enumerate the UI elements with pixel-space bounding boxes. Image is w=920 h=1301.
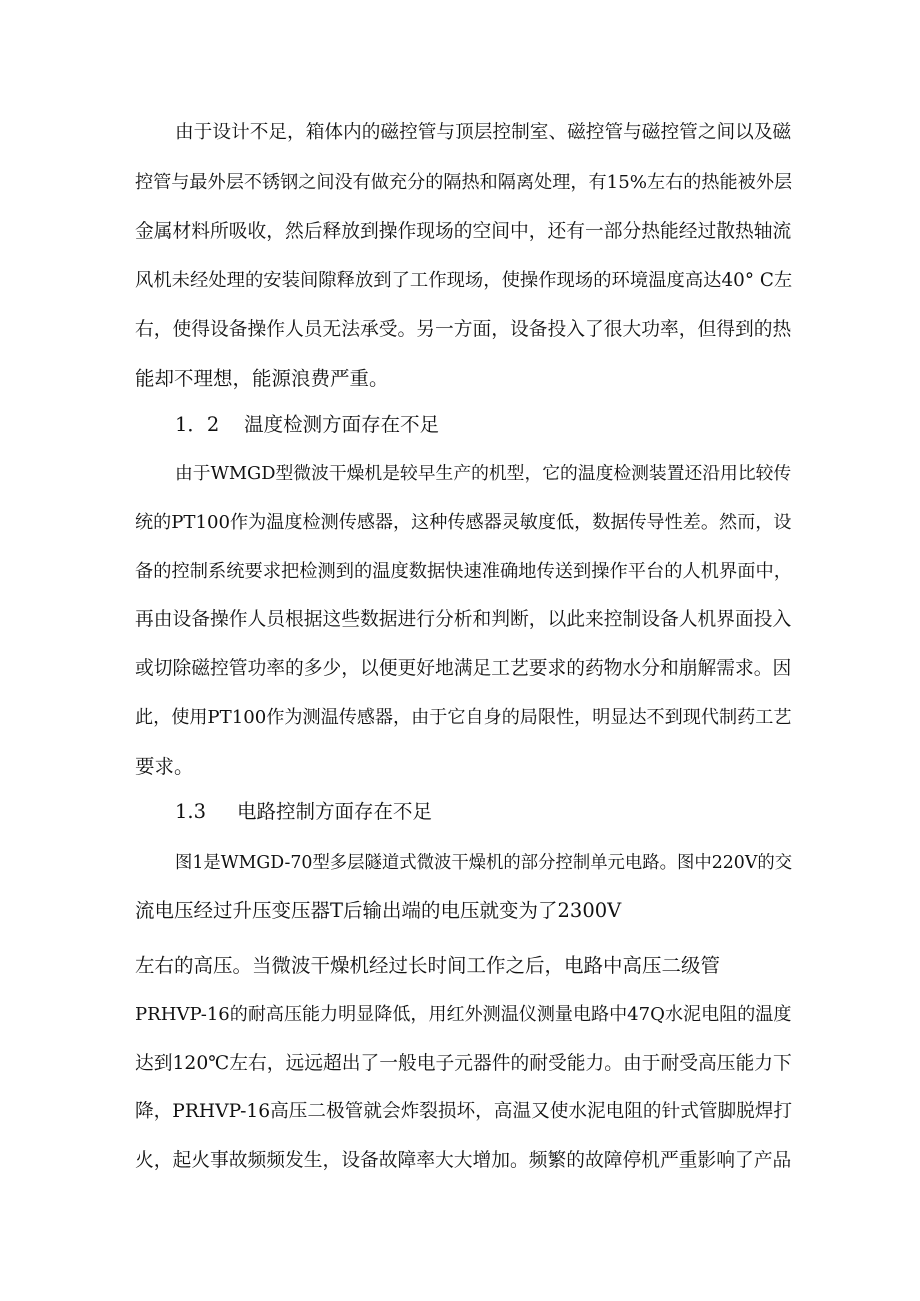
paragraph1-line-3: 金属材料所吸收，然后释放到操作现场的空间中，还有一部分热能经过散热轴流 [135, 221, 792, 242]
paragraph4-line-5: 火，起火事故频频发生，设备故障率大大增加。频繁的故障停机严重影响了产品 [135, 1150, 792, 1171]
paragraph2-line-6: 此，使用PT100作为测温传感器，由于它自身的局限性，明显达不到现代制药工艺 [135, 707, 792, 728]
paragraph2-line-1: 由于WMGD型微波干燥机是较早生产的机型，它的温度检测装置还沿用比较传 [175, 463, 792, 484]
paragraph2-line-4: 再由设备操作人员根据这些数据进行分析和判断，以此来控制设备人机界面投入 [135, 609, 792, 630]
paragraph3-line-2: 流电压经过升压变压器T后输出端的电压就变为了2300V [135, 899, 622, 922]
paragraph4-line-4: 降，PRHVP-16高压二极管就会炸裂损坏，高温又使水泥电阻的针式管脚脱焊打 [135, 1101, 793, 1122]
paragraph2-line-3: 备的控制系统要求把检测到的温度数据快速准确地传送到操作平台的人机界面中， [135, 561, 792, 582]
paragraph1-line-4: 风机未经处理的安装间隙释放到了工作现场，使操作现场的环境温度高达40° C左 [135, 270, 793, 291]
paragraph3-line-1: 图1是WMGD-70型多层隧道式微波干燥机的部分控制单元电路。图中220V的交 [175, 853, 793, 873]
paragraph1-line-5: 右，使得设备操作人员无法承受。另一方面，设备投入了很大功率，但得到的热 [135, 319, 792, 340]
paragraph2-line-5: 或切除磁控管功率的多少，以便更好地满足工艺要求的药物水分和崩解需求。因 [135, 658, 792, 679]
paragraph1-line-2: 控管与最外层不锈钢之间没有做充分的隔热和隔离处理，有15%左右的热能被外层 [135, 172, 793, 193]
paragraph2-line-7: 要求。 [135, 755, 194, 778]
paragraph1-line-6: 能却不理想，能源浪费严重。 [135, 367, 389, 390]
paragraph4-line-3: 达到120℃左右，远远超出了一般电子元器件的耐受能力。由于耐受高压能力下 [135, 1053, 792, 1074]
paragraph4-line-2: PRHVP-16的耐高压能力明显降低，用红外测温仪测量电路中47Q水泥电阻的温度 [135, 1004, 792, 1025]
paragraph1-line-1: 由于设计不足，箱体内的磁控管与顶层控制室、磁控管与磁控管之间以及磁 [175, 122, 792, 143]
section-heading-1-2: 1．2 温度检测方面存在不足 [175, 413, 440, 436]
paragraph2-line-2: 统的PT100作为温度检测传感器，这种传感器灵敏度低，数据传导性差。然而，设 [135, 512, 792, 533]
section-heading-1-3: 1.3 电路控制方面存在不足 [175, 800, 433, 823]
paragraph4-line-1: 左右的高压。当微波干燥机经过长时间工作之后，电路中高压二级管 [135, 954, 721, 977]
